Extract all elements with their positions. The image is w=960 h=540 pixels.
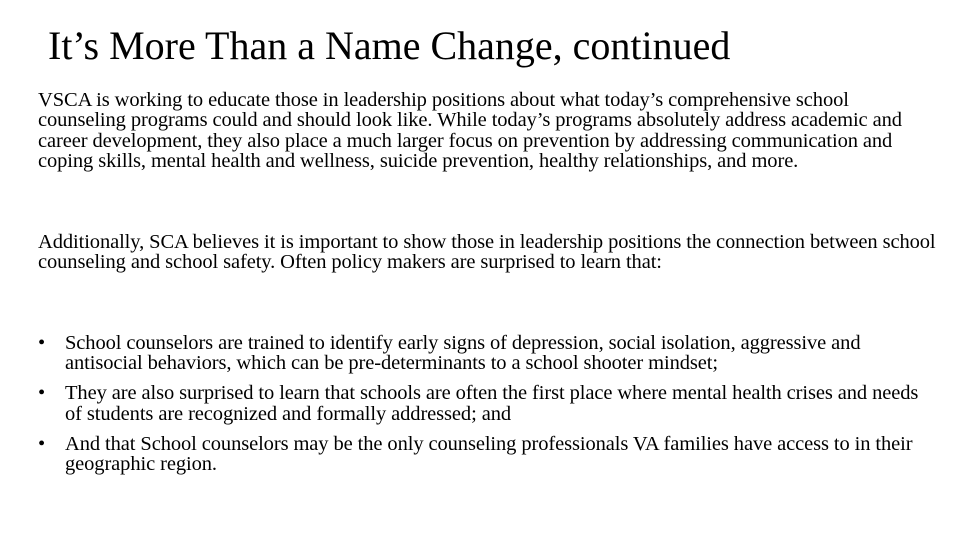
list-item-text: And that School counselors may be the only counseling professionals VA families have access to in their geographic region. xyxy=(65,432,913,476)
body-paragraph-vsca: VSCA is working to educate those in leadership positions about what today’s comprehensive school counseling programs could and should look like. While today’s programs absolutely address academic and career development, they also place a much larger focus on prevention by addressing communication and coping skills, mental health and wellness, suicide prevention, healthy relationships, and more. xyxy=(38,89,902,173)
list-item-text: They are also surprised to learn that schools are often the first place where mental health crises and needs of students are recognized and formally addressed; and xyxy=(65,382,919,425)
list-item xyxy=(38,333,938,374)
bullet-marker: • xyxy=(38,432,46,455)
slide-title: It’s More Than a Name Change, continued xyxy=(48,23,731,68)
bullet-marker: • xyxy=(38,382,46,405)
bullet-list xyxy=(38,333,938,484)
body-paragraph-sca: Additionally, SCA believes it is important to show those in leadership positions the connection between school counseling and school safety. Often policy makers are surprised to learn that: xyxy=(38,231,936,274)
list-item xyxy=(38,434,938,475)
list-item-text: School counselors are trained to identify early signs of depression, social isolation, aggressive and antisocial behaviors, which can be pre-determinants to a school shooter mindset; xyxy=(65,332,861,375)
list-item xyxy=(38,383,938,424)
bullet-marker: • xyxy=(38,332,46,354)
